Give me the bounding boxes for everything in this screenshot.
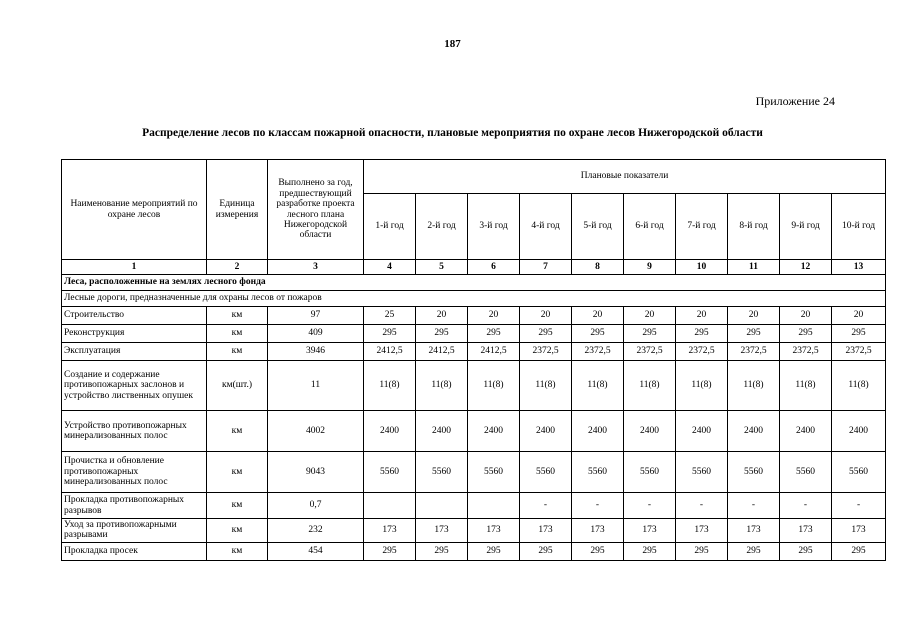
row-year-value: 11(8) [572,361,624,411]
header-done: Выполнено за год, предшествующий разработке проекта лесного плана Нижегородской области [268,160,364,260]
row-year-value: 295 [572,325,624,343]
row-year-value: 2412,5 [468,343,520,361]
header-year: 1-й год [364,194,416,260]
document-title: Распределение лесов по классам пожарной опасности, плановые мероприятия по охране лесов Нижегородской области [142,127,763,139]
row-year-value: 20 [728,307,780,325]
column-number: 8 [572,260,624,275]
row-name: Уход за противопожарными разрывами [62,519,207,543]
column-number: 11 [728,260,780,275]
row-year-value: 11(8) [416,361,468,411]
row-year-value: 5560 [728,452,780,493]
row-year-value: 173 [364,519,416,543]
column-number: 7 [520,260,572,275]
header-year: 4-й год [520,194,572,260]
row-year-value: 295 [520,325,572,343]
row-year-value: 295 [728,542,780,560]
row-year-value: 295 [468,325,520,343]
table-row [62,411,886,452]
row-year-value: 173 [416,519,468,543]
row-year-value [468,493,520,519]
row-year-value: 2372,5 [572,343,624,361]
row-year-value: 2372,5 [676,343,728,361]
column-number: 4 [364,260,416,275]
row-year-value: 295 [468,542,520,560]
row-unit: км [207,493,268,519]
row-year-value: 173 [832,519,886,543]
row-year-value: 295 [728,325,780,343]
row-year-value: 5560 [572,452,624,493]
row-unit: км [207,542,268,560]
header-year: 5-й год [572,194,624,260]
column-number: 13 [832,260,886,275]
row-year-value: 20 [416,307,468,325]
row-year-value: 5560 [832,452,886,493]
row-year-value: 2372,5 [728,343,780,361]
row-year-value: 11(8) [728,361,780,411]
row-year-value: 2400 [676,411,728,452]
row-year-value: 173 [780,519,832,543]
row-done-value: 409 [268,325,364,343]
row-year-value: 173 [728,519,780,543]
row-year-value: - [624,493,676,519]
row-done-value: 11 [268,361,364,411]
row-name: Строительство [62,307,207,325]
row-year-value: - [832,493,886,519]
subsection-heading: Лесные дороги, предназначенные для охраны лесов от пожаров [62,291,886,307]
row-unit: км [207,343,268,361]
row-year-value: 295 [832,325,886,343]
row-year-value: 20 [572,307,624,325]
row-name: Прочистка и обновление противопожарных минерализованных полос [62,452,207,493]
row-year-value: 2400 [780,411,832,452]
column-number: 5 [416,260,468,275]
row-year-value: 5560 [676,452,728,493]
row-year-value: 5560 [780,452,832,493]
row-year-value: 2412,5 [364,343,416,361]
row-unit: км [207,325,268,343]
row-year-value: 2372,5 [520,343,572,361]
row-name: Создание и содержание противопожарных заслонов и устройство лиственных опушек [62,361,207,411]
row-done-value: 9043 [268,452,364,493]
row-year-value: - [572,493,624,519]
row-year-value: 295 [572,542,624,560]
row-year-value: 20 [832,307,886,325]
row-year-value: 11(8) [468,361,520,411]
row-year-value: - [728,493,780,519]
row-unit: км [207,452,268,493]
row-name: Устройство противопожарных минерализованных полос [62,411,207,452]
row-year-value: 295 [416,542,468,560]
row-year-value: 11(8) [676,361,728,411]
row-done-value: 232 [268,519,364,543]
row-year-value: 20 [624,307,676,325]
row-year-value: 2400 [832,411,886,452]
column-number: 9 [624,260,676,275]
row-year-value: 295 [364,325,416,343]
header-planned: Плановые показатели [364,160,886,194]
header-year: 10-й год [832,194,886,260]
header-year: 9-й год [780,194,832,260]
table-row [62,519,886,543]
row-done-value: 97 [268,307,364,325]
row-year-value: 295 [832,542,886,560]
table-row [62,325,886,343]
fire-protection-table [61,159,886,561]
row-year-value: 173 [572,519,624,543]
row-year-value: 295 [416,325,468,343]
row-year-value: 2412,5 [416,343,468,361]
row-year-value [364,493,416,519]
column-number: 12 [780,260,832,275]
row-name: Реконструкция [62,325,207,343]
row-year-value: 2400 [468,411,520,452]
header-year: 2-й год [416,194,468,260]
row-year-value [416,493,468,519]
column-number: 2 [207,260,268,275]
row-year-value: 173 [520,519,572,543]
row-year-value: 295 [624,325,676,343]
page-number: 187 [444,38,461,50]
column-number: 6 [468,260,520,275]
row-year-value: - [676,493,728,519]
row-year-value: - [520,493,572,519]
row-year-value: 20 [468,307,520,325]
row-year-value: 11(8) [364,361,416,411]
header-unit: Единица измерения [207,160,268,260]
row-year-value: 2400 [624,411,676,452]
row-year-value: 11(8) [624,361,676,411]
row-year-value: 20 [676,307,728,325]
row-unit: км(шт.) [207,361,268,411]
header-year: 8-й год [728,194,780,260]
row-year-value: 295 [676,325,728,343]
row-done-value: 0,7 [268,493,364,519]
column-number: 10 [676,260,728,275]
row-unit: км [207,307,268,325]
row-year-value: 5560 [364,452,416,493]
row-year-value: 2400 [572,411,624,452]
row-year-value: 20 [520,307,572,325]
row-year-value: 2400 [520,411,572,452]
header-year: 7-й год [676,194,728,260]
row-year-value: 2400 [364,411,416,452]
table-row [62,493,886,519]
row-done-value: 3946 [268,343,364,361]
row-year-value: 173 [676,519,728,543]
header-name: Наименование мероприятий по охране лесов [62,160,207,260]
row-year-value: 295 [364,542,416,560]
row-name: Прокладка просек [62,542,207,560]
table-row [62,361,886,411]
row-year-value: 2400 [728,411,780,452]
header-year: 3-й год [468,194,520,260]
row-done-value: 4002 [268,411,364,452]
table-row [62,343,886,361]
row-year-value: 295 [520,542,572,560]
row-year-value: - [780,493,832,519]
row-name: Прокладка противопожарных разрывов [62,493,207,519]
row-year-value: 11(8) [520,361,572,411]
row-year-value: 5560 [416,452,468,493]
row-year-value: 173 [468,519,520,543]
row-year-value: 5560 [468,452,520,493]
row-year-value: 295 [780,325,832,343]
appendix-label: Приложение 24 [755,94,835,108]
table-row [62,452,886,493]
row-done-value: 454 [268,542,364,560]
row-unit: км [207,411,268,452]
row-year-value: 295 [780,542,832,560]
row-year-value: 5560 [520,452,572,493]
table-row [62,307,886,325]
row-year-value: 2372,5 [624,343,676,361]
row-name: Эксплуатация [62,343,207,361]
row-year-value: 295 [676,542,728,560]
column-number: 1 [62,260,207,275]
table-row [62,542,886,560]
row-year-value: 11(8) [832,361,886,411]
row-year-value: 2400 [416,411,468,452]
header-year: 6-й год [624,194,676,260]
row-year-value: 25 [364,307,416,325]
row-year-value: 5560 [624,452,676,493]
row-year-value: 295 [624,542,676,560]
section-heading: Леса, расположенные на землях лесного фонда [62,275,886,291]
row-year-value: 173 [624,519,676,543]
row-year-value: 11(8) [780,361,832,411]
row-year-value: 20 [780,307,832,325]
row-unit: км [207,519,268,543]
column-number: 3 [268,260,364,275]
row-year-value: 2372,5 [780,343,832,361]
row-year-value: 2372,5 [832,343,886,361]
